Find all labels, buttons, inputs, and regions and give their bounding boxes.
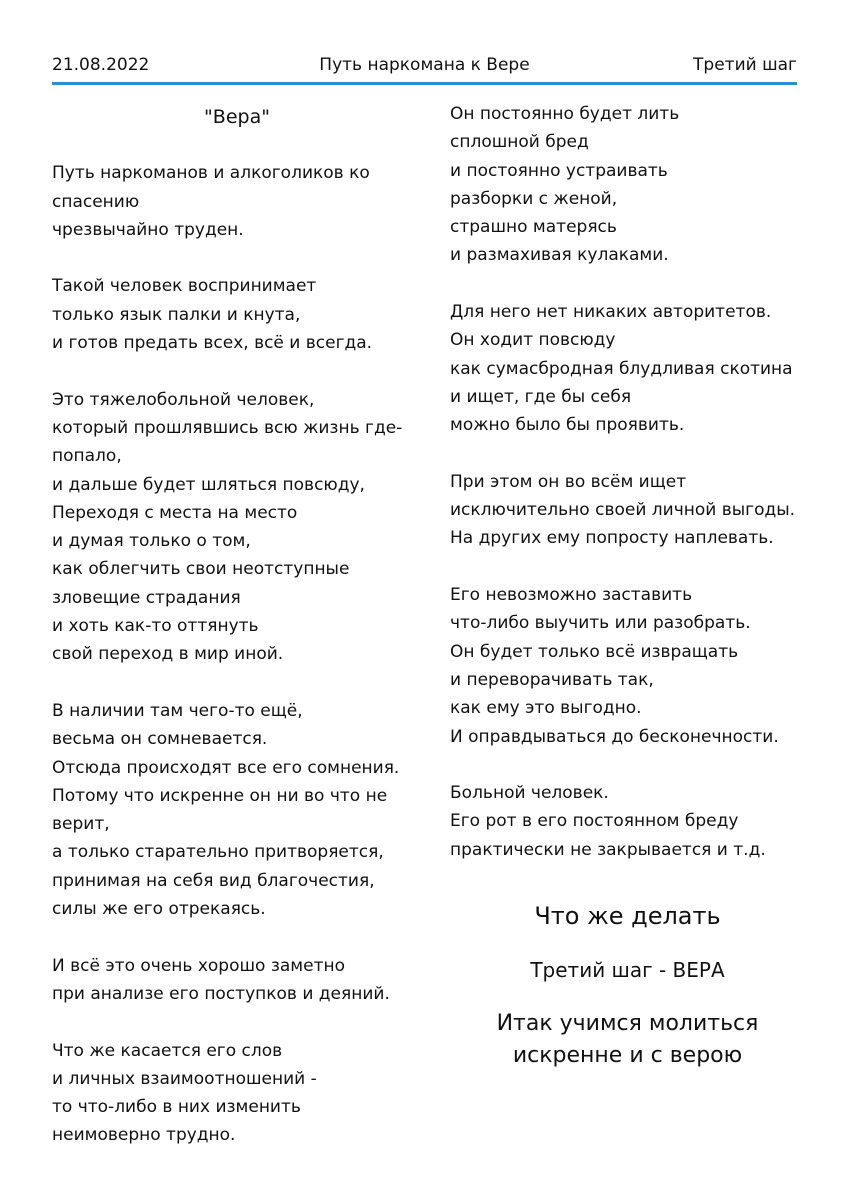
text-line: Отсюда происходят все его сомнения. (52, 757, 400, 778)
stanza (52, 952, 422, 1009)
stanza (450, 100, 805, 270)
text-line: Для него нет никаких авторитетов. (450, 302, 772, 323)
stanza (450, 298, 805, 439)
text-line: только язык палки и кнута, (52, 304, 301, 325)
stanza (52, 697, 422, 923)
poem-title: "Вера" (204, 106, 270, 128)
text-line: неимоверно трудно. (52, 1125, 236, 1146)
text-line: то что-либо в них изменить (52, 1097, 301, 1118)
text-line: Больной человек. (450, 783, 609, 804)
text-line: свой переход в мир иной. (52, 644, 284, 665)
closing-text (450, 1008, 805, 1072)
text-line: Путь наркоманов и алкоголиков ко спасению (52, 163, 370, 212)
text-line: При этом он во всём ищет (450, 471, 687, 492)
text-line: страшно матерясь (450, 217, 617, 238)
text-line: И всё это очень хорошо заметно (52, 955, 346, 976)
header-section: Третий шаг (693, 55, 797, 75)
text-line: зловещие страдания (52, 587, 241, 608)
text-line: и личных взаимоотношений - (52, 1068, 317, 1089)
text-line: и думая только о том, (52, 531, 251, 552)
stanza (450, 581, 805, 751)
text-line: Он будет только всё извращать (450, 641, 739, 662)
text-line: принимая на себя вид благочестия, (52, 870, 375, 891)
text-line: и готов предать всех, всё и всегда. (52, 333, 373, 354)
text-line: Его невозможно заставить (450, 585, 693, 606)
text-line: сплошной бред (450, 132, 589, 153)
stanza (52, 272, 422, 357)
text-line: весьма он сомневается. (52, 729, 268, 750)
text-line: и дальше будет шляться повсюду, (52, 474, 365, 495)
header-date: 21.08.2022 (52, 55, 150, 75)
text-line: В наличии там чего-то ещё, (52, 700, 303, 721)
conclusion-block (450, 898, 805, 1072)
text-line: Он ходит повсюду (450, 330, 616, 351)
text-line: искренне и с верою (512, 1043, 743, 1069)
text-line: Итак учимся молиться (496, 1011, 759, 1037)
text-line: можно было бы проявить. (450, 415, 685, 436)
text-line: Переходя с места на место (52, 502, 298, 523)
text-line: силы же его отрекаясь. (52, 899, 266, 920)
header-divider (52, 82, 797, 85)
what-to-do-heading: Что же делать (534, 902, 721, 931)
text-line: и постоянно устраивать (450, 160, 668, 181)
text-line: как облегчить свои неотступные (52, 559, 350, 580)
text-line: исключительно своей личной выгоды. (450, 500, 796, 521)
text-line: Такой человек воспринимает (52, 276, 317, 297)
text-line: Его рот в его постоянном бреду (450, 811, 739, 832)
text-line: как сумасбродная блудливая скотина (450, 358, 793, 379)
text-line: Это тяжелобольной человек, (52, 389, 315, 410)
text-line: что-либо выучить или разобрать. (450, 613, 751, 634)
text-line: который прошлявшись всю жизнь где-попало, (52, 417, 403, 467)
stanza (52, 159, 422, 244)
text-line: Что же касается его слов (52, 1040, 283, 1061)
text-line: а только старательно притворяется, (52, 842, 384, 863)
text-line: Потому что искренне он ни во что не верит, (52, 785, 388, 835)
text-line: и переворачивать так, (450, 669, 654, 690)
text-line: при анализе его поступков и деяний. (52, 983, 390, 1004)
stanza (52, 1037, 422, 1150)
text-line: и хоть как-то оттянуть (52, 616, 259, 637)
text-line: практически не закрывается и т.д. (450, 839, 766, 860)
stanza (450, 468, 805, 553)
text-line: и ищет, где бы себя (450, 386, 632, 407)
header-title: Путь наркомана к Вере (319, 55, 530, 75)
stanza (450, 779, 805, 864)
text-line: И оправдываться до бесконечности. (450, 726, 779, 747)
page-header (52, 52, 797, 82)
text-line: и размахивая кулаками. (450, 245, 669, 266)
left-column (52, 100, 422, 1178)
stanza (52, 386, 422, 669)
text-line: разборки с женой, (450, 188, 618, 209)
text-line: чрезвычайно труден. (52, 219, 244, 240)
third-step-label: Третий шаг - ВЕРА (530, 958, 725, 983)
text-line: как ему это выгодно. (450, 698, 642, 719)
right-column (450, 100, 805, 1072)
text-line: На других ему попросту наплевать. (450, 528, 774, 549)
text-line: Он постоянно будет лить (450, 104, 680, 124)
